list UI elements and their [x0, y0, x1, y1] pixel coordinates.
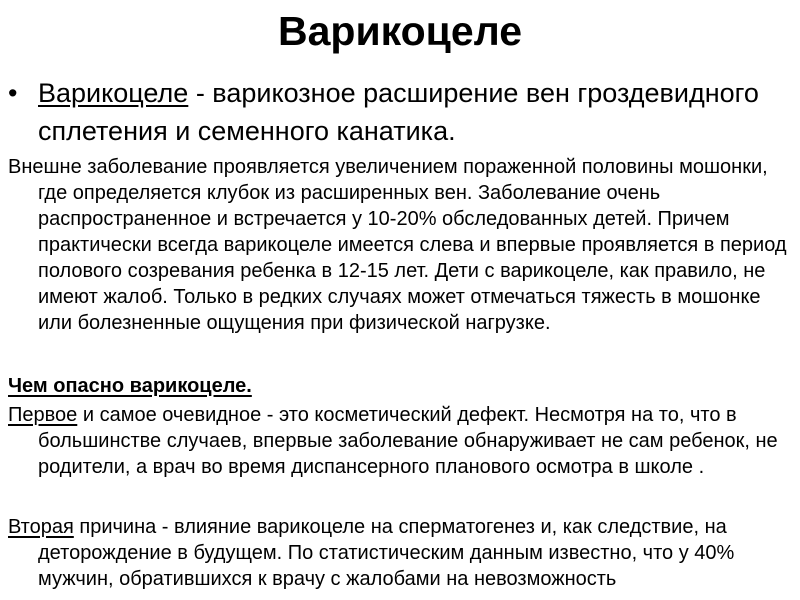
definition-text: [38, 74, 778, 150]
first-point-lead: Первое: [8, 404, 78, 426]
danger-heading: [8, 373, 794, 399]
second-point-text: причина - влияние варикоцеле на сперматогенез и, как следствие, на деторождение в будущем. По статистическим данным известно, что у 40% мужчин, обратившихся к врачу с жалобами на невозможность: [38, 516, 735, 590]
slide-title: Варикоцеле: [278, 8, 522, 54]
second-point-lead: Вторая: [8, 516, 74, 538]
definition-rest: - варикозное расширение вен гроздевидного сплетения и семенного канатика.: [38, 78, 759, 146]
first-point-text: и самое очевидное - это косметический дефект. Несмотря на то, что в большинстве случаев, впервые заболевание обнаруживает не сам ребенок, не родители, а врач во время диспансерного планового осмотра в школе .: [38, 404, 778, 478]
first-point: [8, 402, 794, 480]
danger-heading-text: Чем опасно варикоцеле.: [8, 375, 252, 397]
definition-bullet: [8, 74, 778, 150]
definition-term: Варикоцеле: [38, 78, 189, 108]
bullet-marker: •: [8, 78, 18, 108]
second-point: [8, 514, 794, 592]
intro-paragraph: Внешне заболевание проявляется увеличением пораженной половины мошонки, где определяется клубок из расширенных вен. Заболевание очень распространенное и встречается у 10-20% обследованных детей. Причем практически всегда варикоцеле имеется слева и впервые проявляется в период полового созревания ребенка в 12-15 лет. Дети с варикоцеле, как правило, не имеют жалоб. Только в редких случаях может отмечаться тяжесть в мошонке или болезненные ощущения при физической нагрузке.: [8, 156, 787, 334]
